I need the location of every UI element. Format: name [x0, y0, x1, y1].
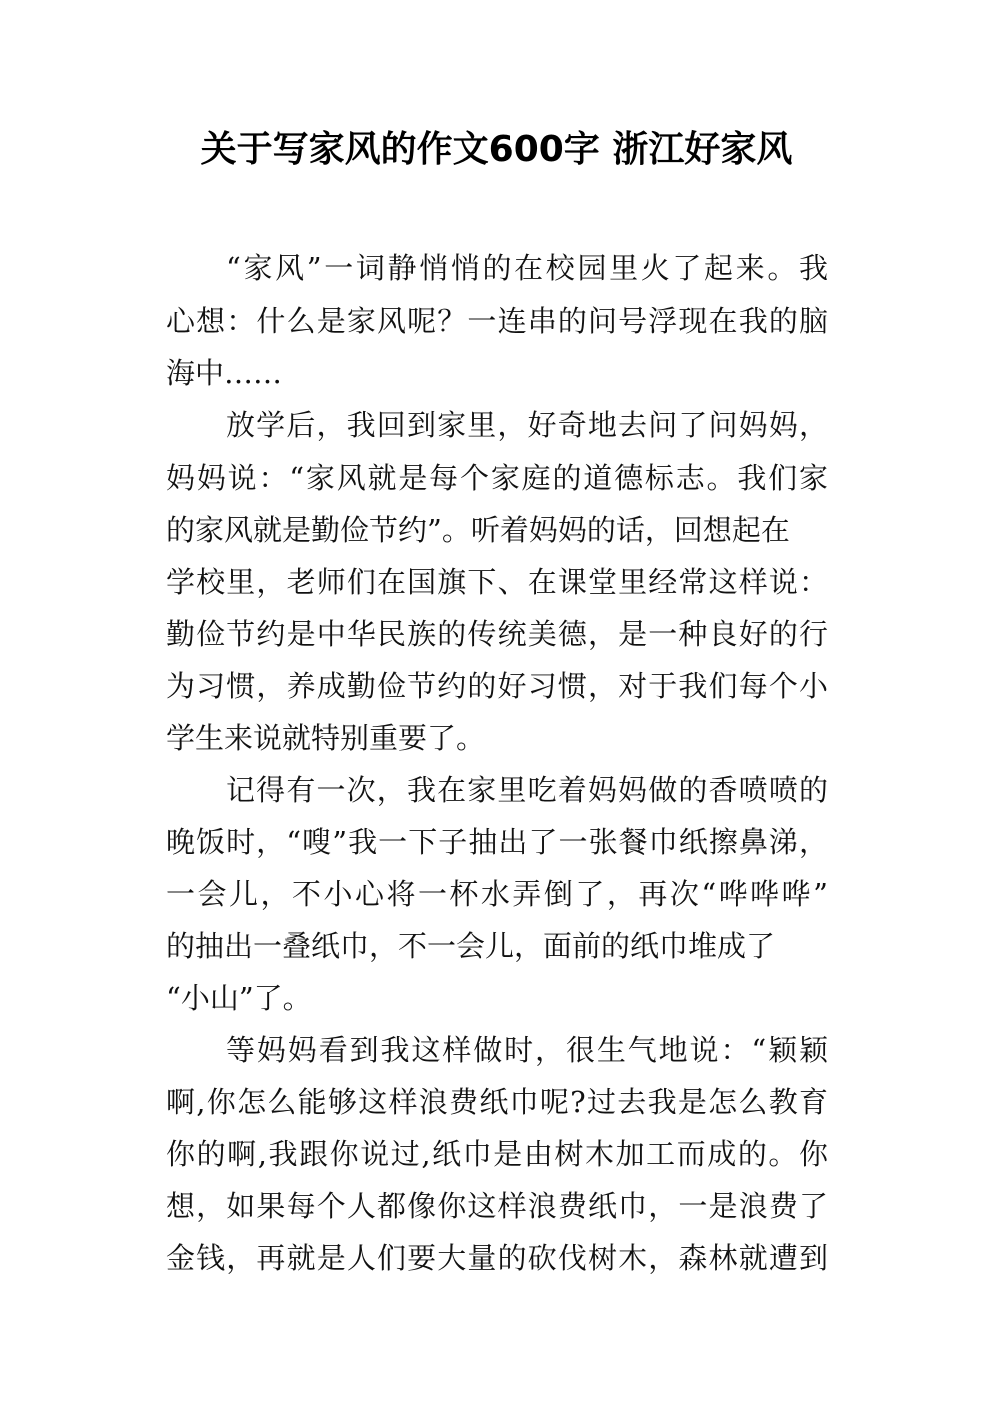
- text-line: 想，如果每个人都像你这样浪费纸巾，一是浪费了: [166, 1189, 828, 1223]
- text-line: “家风”一词静悄悄的在校园里火了起来。我: [226, 251, 828, 285]
- text-line: “小山”了。: [166, 981, 312, 1015]
- text-line: 的家风就是勤俭节约”。听着妈妈的话，回想起在: [166, 513, 790, 547]
- text-line: 学生来说就特别重要了。: [166, 721, 486, 755]
- text-line: 的抽出一叠纸巾，不一会儿，面前的纸巾堆成了: [166, 929, 776, 963]
- document-title: 关于写家风的作文600字 浙江好家风: [200, 129, 793, 170]
- text-line: 勤俭节约是中华民族的传统美德，是一种良好的行: [166, 617, 828, 651]
- text-line: 妈妈说：“家风就是每个家庭的道德标志。我们家: [166, 461, 828, 495]
- text-line: 一会儿，不小心将一杯水弄倒了，再次“哗哗哗”: [166, 877, 828, 911]
- text-line: 你的啊,我跟你说过,纸巾是由树木加工而成的。你: [166, 1137, 828, 1171]
- text-line: 等妈妈看到我这样做时，很生气地说：“颖颖: [226, 1033, 828, 1067]
- text-line: 放学后，我回到家里，好奇地去问了问妈妈，: [226, 408, 828, 442]
- text-line: 海中……: [166, 356, 283, 390]
- text-line: 晚饭时，“嗖”我一下子抽出了一张餐巾纸擦鼻涕，: [166, 825, 828, 859]
- text-line: 金钱，再就是人们要大量的砍伐树木，森林就遭到: [166, 1241, 828, 1275]
- text-line: 为习惯，养成勤俭节约的好习惯，对于我们每个小: [166, 669, 828, 703]
- text-line: 记得有一次，我在家里吃着妈妈做的香喷喷的: [226, 773, 828, 807]
- text-line: 啊,你怎么能够这样浪费纸巾呢?过去我是怎么教育: [166, 1085, 828, 1119]
- text-line: 学校里，老师们在国旗下、在课堂里经常这样说：: [166, 565, 828, 599]
- text-line: 心想：什么是家风呢？一连串的问号浮现在我的脑: [166, 304, 828, 338]
